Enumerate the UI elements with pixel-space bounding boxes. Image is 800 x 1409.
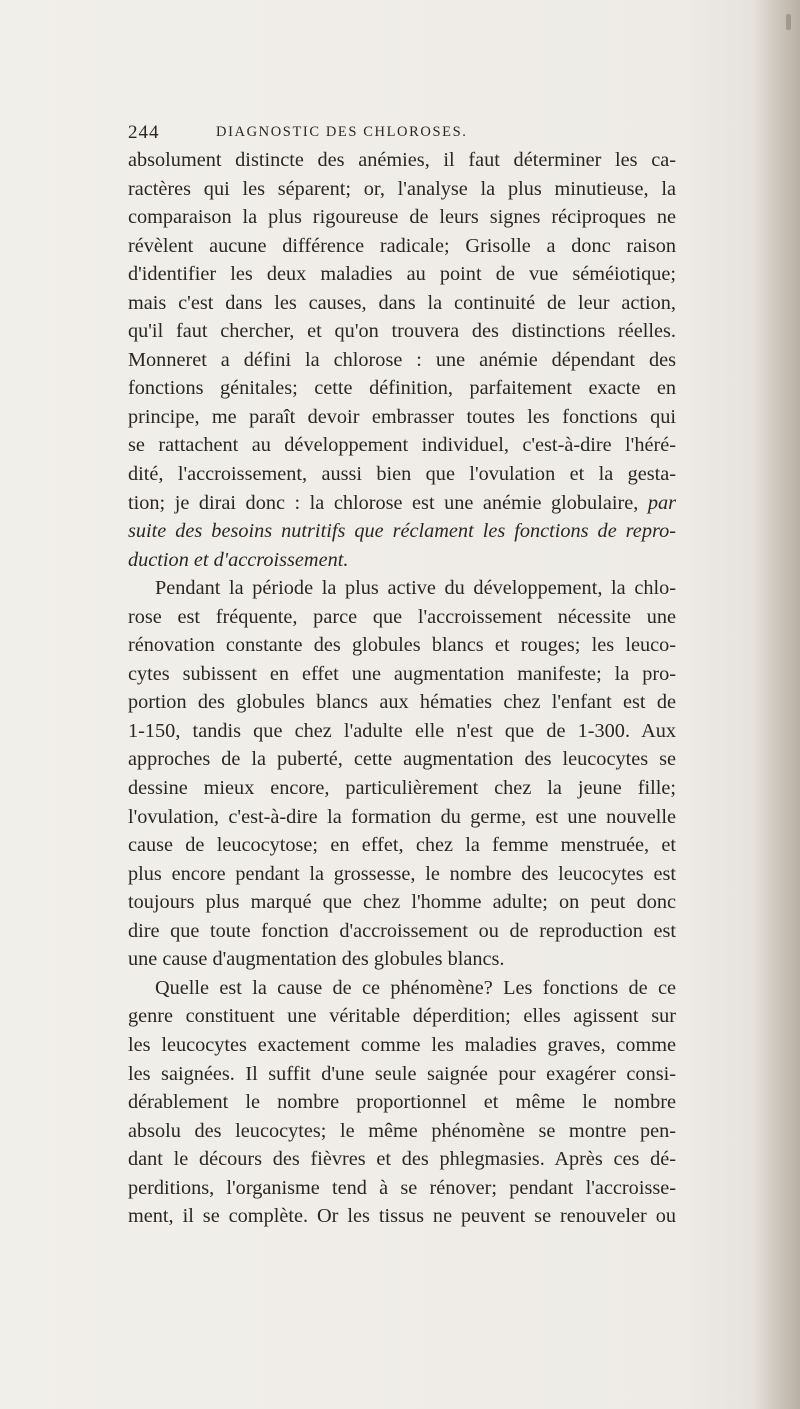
text-line-mixed [128,489,676,518]
text-line: perditions, l'organisme tend à se rénover; pendant l'accroisse- [128,1176,676,1199]
text-line: se rattachent au développement individuel, c'est-à-dire l'héré- [128,434,676,457]
text-line: dérablement le nombre proportionnel et même le nombre [128,1091,676,1114]
text-line: les saignées. Il suffit d'une seule saignée pour exagérer consi- [128,1062,676,1085]
text-line: fonctions génitales; cette définition, parfaitement exacte en [128,377,676,400]
text-line: rose est fréquente, parce que l'accroissement nécessite une [128,605,676,628]
text-line: dant le décours des fièvres et des phlegmasies. Après ces dé- [128,1148,676,1171]
text-line: 1-150, tandis que chez l'adulte elle n'est que de 1-300. Aux [128,719,676,742]
text-run: tion; je dirai donc : la chlorose est une anémie globulaire, [128,491,648,514]
text-line: genre constituent une véritable déperdition; elles agissent sur [128,1005,676,1028]
text-line: dire que toute fonction d'accroissement ou de reproduction est [128,919,676,942]
text-line: cytes subissent en effet une augmentation manifeste; la pro- [128,662,676,685]
text-line: dessine mieux encore, particulièrement chez la jeune fille; [128,777,676,800]
text-line: ractères qui les séparent; or, l'analyse la plus minutieuse, la [128,177,676,200]
text-line: portion des globules blancs aux hématies chez l'enfant est de [128,691,676,714]
text-line: l'ovulation, c'est-à-dire la formation du germe, est une nouvelle [128,805,676,828]
running-head: DIAGNOSTIC DES CHLOROSES. [216,124,468,140]
text-line: ment, il se complète. Or les tissus ne peuvent se renouveler ou [128,1205,676,1228]
text-line: approches de la puberté, cette augmentation des leucocytes se [128,748,676,771]
text-line: Monneret a défini la chlorose : une anémie dépendant des [128,348,676,371]
text-line: Pendant la période la plus active du développement, la chlo- [155,577,676,600]
text-line: dité, l'accroissement, aussi bien que l'ovulation et la gesta- [128,463,676,486]
text-line: plus encore pendant la grossesse, le nombre des leucocytes est [128,862,676,885]
text-line: qu'il faut chercher, et qu'on trouvera des distinctions réelles. [128,320,676,343]
page-blemish [786,14,791,30]
text-line: les leucocytes exactement comme les maladies graves, comme [128,1033,676,1056]
text-line: d'identifier les deux maladies au point de vue séméiotique; [128,263,676,286]
text-line: comparaison la plus rigoureuse de leurs signes réciproques ne [128,206,676,229]
text-line: révèlent aucune différence radicale; Grisolle a donc raison [128,234,676,257]
body-text [128,146,676,1231]
text-line: cause de leucocytose; en effet, chez la femme menstruée, et [128,834,676,857]
page-number: 244 [128,122,160,143]
text-line: absolument distincte des anémies, il faut déterminer les ca- [128,149,676,171]
text-line: duction et d'accroissement. [128,548,349,571]
text-line: toujours plus marqué que chez l'homme adulte; on peut donc [128,891,676,914]
text-line: une cause d'augmentation des globules blancs. [128,948,505,971]
text-line: Quelle est la cause de ce phénomène? Les fonctions de ce [155,976,676,999]
text-line: absolu des leucocytes; le même phénomène se montre pen- [128,1119,676,1142]
text-line: rénovation constante des globules blancs et rouges; les leuco- [128,634,676,657]
italic-run: par [647,491,676,514]
text-line: suite des besoins nutritifs que réclament les fonctions de repro- [128,520,676,543]
text-line: principe, me paraît devoir embrasser toutes les fonctions qui [128,405,676,428]
text-line: mais c'est dans les causes, dans la continuité de leur action, [128,291,676,314]
